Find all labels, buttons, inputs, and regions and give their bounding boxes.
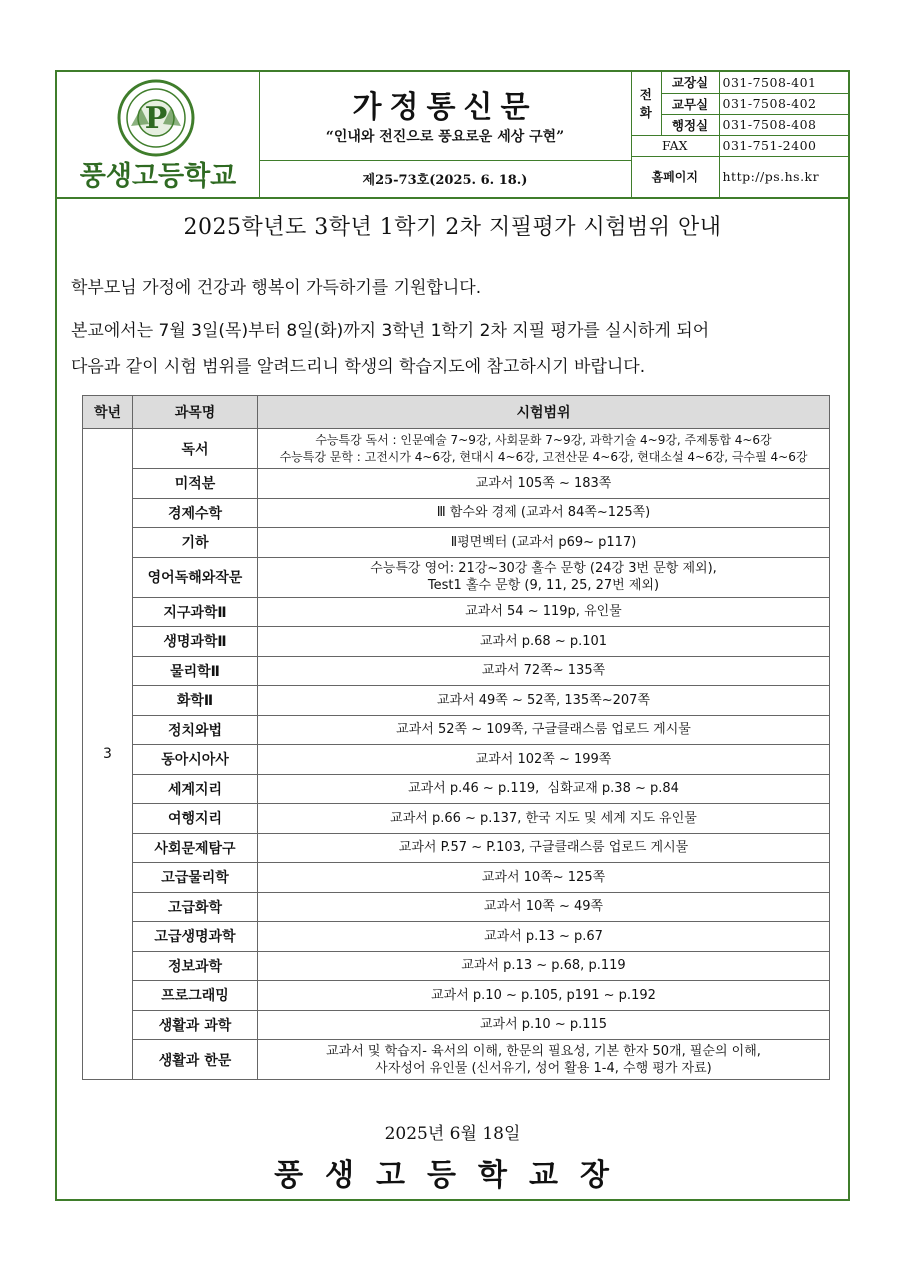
range-line: 교과서 및 학습지- 육서의 이해, 한문의 필요성, 기본 한자 50개, 필순의 이해, [326, 1043, 761, 1059]
subject-cell: 정치와법 [133, 715, 258, 745]
range-line: Test1 홀수 문항 (9, 11, 25, 27번 제외) [427, 578, 660, 593]
newsletter-title-cell [259, 72, 632, 161]
column-header: 시험범위 [258, 396, 830, 429]
table-row [83, 1010, 830, 1040]
school-motto: “인내와 전진으로 풍요로운 세상 구현” [325, 129, 565, 145]
range-line: Ⅲ 함수와 경제 (교과서 84쪽~125쪽) [436, 505, 651, 521]
subject-cell: 동아시아사 [133, 745, 258, 775]
range-cell [258, 981, 830, 1011]
subject-cell: 고급물리학 [133, 863, 258, 893]
subject-cell: 고급생명과학 [133, 922, 258, 952]
subject-cell: 고급화학 [133, 892, 258, 922]
subject-cell: 프로그래밍 [133, 981, 258, 1011]
contact-label: 행정실 [661, 114, 719, 135]
exam-range-table [82, 395, 830, 1080]
table-row [83, 981, 830, 1011]
range-cell [258, 745, 830, 775]
table-row [83, 892, 830, 922]
column-header: 과목명 [133, 396, 258, 429]
range-line: 교과서 10쪽~ 125쪽 [481, 869, 606, 885]
table-row [83, 597, 830, 627]
range-cell [258, 715, 830, 745]
intro-paragraph: 본교에서는 7월 3일(목)부터 8일(화)까지 3학년 1학기 2차 지필 평가를 실시하게 되어 [71, 321, 710, 341]
subject-cell: 정보과학 [133, 951, 258, 981]
table-row [83, 863, 830, 893]
grade-cell: 3 [83, 429, 133, 1080]
subject-cell: 물리학Ⅱ [133, 656, 258, 686]
intro-paragraph: 다음과 같이 시험 범위를 알려드리니 학생의 학습지도에 참고하시기 바랍니다. [71, 357, 646, 377]
range-line: 교과서 p.66 ~ p.137, 한국 지도 및 세계 지도 유인물 [390, 810, 697, 826]
contact-table [631, 72, 848, 197]
range-line: 사자성어 유인물 (신서유기, 성어 활용 1-4, 수행 평가 자료) [375, 1060, 712, 1076]
issue-number: 제25-73호(2025. 6. 18.) [362, 173, 528, 188]
subject-cell: 경제수학 [133, 498, 258, 528]
range-cell [258, 892, 830, 922]
document-title: 2025학년도 3학년 1학기 2차 지필평가 시험범위 안내 [183, 215, 722, 240]
table-row [83, 557, 830, 597]
table-row [83, 498, 830, 528]
range-cell [258, 557, 830, 597]
contact-value: 031-7508-401 [719, 72, 848, 93]
range-cell [258, 498, 830, 528]
subject-cell: 영어독해와작문 [133, 557, 258, 597]
fax-label: FAX [631, 135, 719, 156]
range-line: 교과서 72쪽~ 135쪽 [481, 663, 606, 679]
table-row [83, 774, 830, 804]
table-row [83, 429, 830, 469]
range-cell [258, 429, 830, 469]
homepage-label: 홈페이지 [631, 156, 719, 197]
range-cell [258, 528, 830, 558]
subject-cell: 기하 [133, 528, 258, 558]
table-row [83, 833, 830, 863]
table-header-row [83, 396, 830, 429]
fax-value: 031-751-2400 [719, 135, 848, 156]
range-cell [258, 469, 830, 499]
range-cell [258, 1010, 830, 1040]
subject-cell: 생활과 한문 [133, 1040, 258, 1080]
range-cell [258, 922, 830, 952]
subject-cell: 미적분 [133, 469, 258, 499]
letterhead [57, 72, 848, 199]
range-line: 교과서 102쪽 ~ 199쪽 [475, 751, 612, 767]
issue-date: 2025년 6월 18일 [384, 1124, 521, 1144]
subject-cell: 세계지리 [133, 774, 258, 804]
range-cell [258, 951, 830, 981]
subject-cell: 독서 [133, 429, 258, 469]
range-line: 교과서 52쪽 ~ 109쪽, 구글클래스룸 업로드 게시물 [396, 722, 691, 738]
column-header: 학년 [83, 396, 133, 429]
table-row [83, 951, 830, 981]
range-cell [258, 1040, 830, 1080]
range-cell [258, 863, 830, 893]
range-line: 교과서 p.13 ~ p.67 [484, 928, 603, 944]
table-row [83, 627, 830, 657]
greeting-paragraph: 학부모님 가정에 건강과 행복이 가득하기를 기원합니다. [71, 278, 482, 298]
range-line: 교과서 p.10 ~ p.105, p191 ~ p.192 [431, 987, 656, 1003]
contact-label: 교장실 [661, 72, 719, 93]
range-line: 수능특강 문학 : 고전시가 4~6강, 현대시 4~6강, 고전산문 4~6강, 현대소설 4~6강, 극수필 4~6강 [279, 449, 808, 464]
table-row [83, 469, 830, 499]
school-emblem-icon [111, 78, 201, 158]
range-cell [258, 804, 830, 834]
range-line: Ⅱ평면벡터 (교과서 p69~ p117) [450, 534, 637, 550]
table-row [83, 656, 830, 686]
range-line: 수능특강 영어: 21강~30강 홀수 문항 (24강 3번 문항 제외), [370, 561, 717, 576]
newsletter-title: 가정통신문 [352, 90, 538, 125]
table-row [83, 528, 830, 558]
range-line: 수능특강 독서 : 인문예술 7~9강, 사회문화 7~9강, 과학기술 4~9강, 주제통합 4~6강 [315, 432, 772, 447]
principal-signature: 풍생고등학교장 [274, 1158, 631, 1193]
range-line: 교과서 p.10 ~ p.115 [479, 1017, 608, 1033]
range-cell [258, 833, 830, 863]
subject-cell: 화학Ⅱ [133, 686, 258, 716]
school-name: 풍생고등학교 [79, 161, 237, 192]
issue-number-cell [259, 160, 632, 197]
subject-cell: 지구과학Ⅱ [133, 597, 258, 627]
range-line: 교과서 p.46 ~ p.119, 심화교재 p.38 ~ p.84 [408, 781, 679, 797]
subject-cell: 여행지리 [133, 804, 258, 834]
table-row [83, 1040, 830, 1080]
contact-label: 교무실 [661, 93, 719, 114]
table-row [83, 804, 830, 834]
subject-cell: 생활과 과학 [133, 1010, 258, 1040]
contact-value: 031-7508-408 [719, 114, 848, 135]
range-line: 교과서 p.13 ~ p.68, p.119 [461, 958, 626, 974]
table-row [83, 922, 830, 952]
subject-cell: 사회문제탐구 [133, 833, 258, 863]
range-cell [258, 686, 830, 716]
subject-cell: 생명과학Ⅱ [133, 627, 258, 657]
range-cell [258, 656, 830, 686]
table-body [83, 429, 830, 1080]
range-line: 교과서 105쪽 ~ 183쪽 [475, 475, 612, 491]
range-cell [258, 627, 830, 657]
table-row [83, 715, 830, 745]
homepage-link[interactable]: http://ps.hs.kr [719, 156, 848, 197]
table-row [83, 686, 830, 716]
document-frame [55, 70, 850, 1201]
school-logo-area [57, 72, 260, 197]
range-cell [258, 597, 830, 627]
range-line: 교과서 10쪽 ~ 49쪽 [483, 899, 604, 915]
contact-value: 031-7508-402 [719, 93, 848, 114]
range-line: 교과서 p.68 ~ p.101 [479, 633, 608, 649]
range-cell [258, 774, 830, 804]
range-line: 교과서 54 ~ 119p, 유인물 [465, 604, 622, 620]
phone-label: 전화 [631, 72, 661, 135]
range-line: 교과서 P.57 ~ P.103, 구글클래스룸 업로드 게시물 [398, 840, 689, 856]
svg-text:P: P [144, 101, 168, 136]
range-line: 교과서 49쪽 ~ 52쪽, 135쪽~207쪽 [436, 692, 651, 708]
table-row [83, 745, 830, 775]
